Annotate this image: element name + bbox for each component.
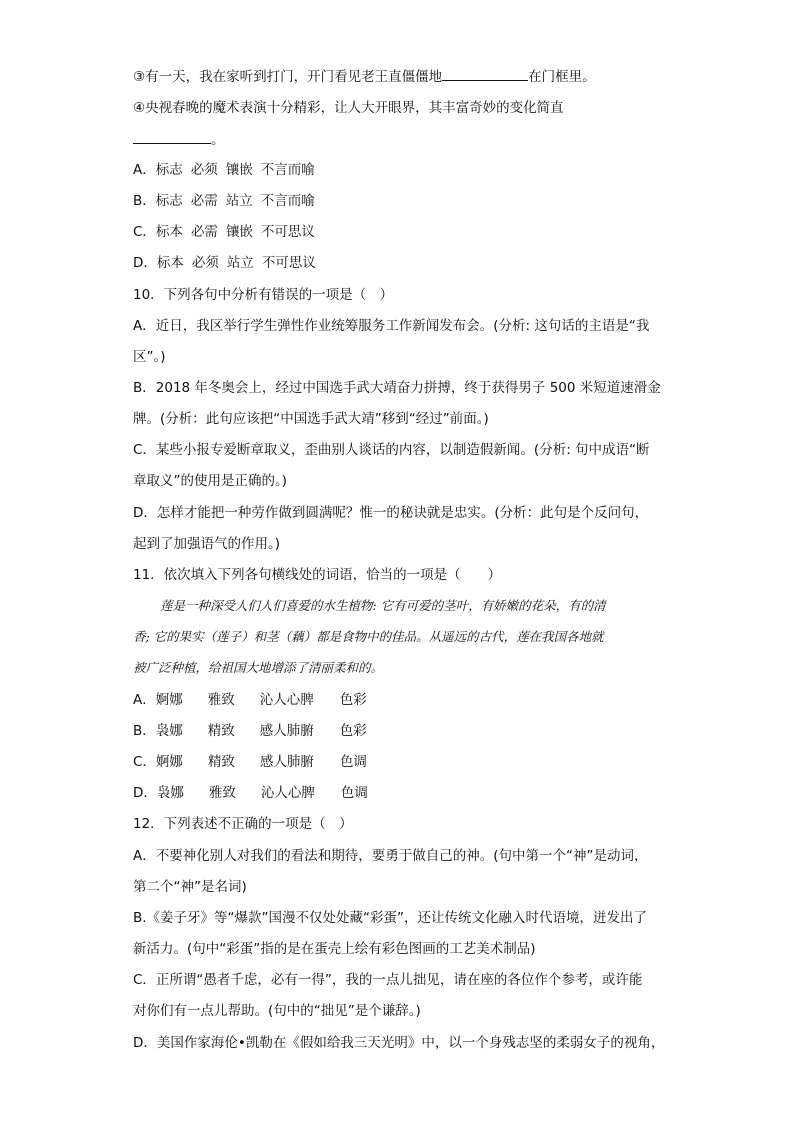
q10-option-b-line2: 牌。(分析：此句应该把“中国选手武大靖”移到“经过”前面。) <box>133 411 489 427</box>
q10-option-c-line1[interactable]: C．某些小报专爱断章取义，歪曲别人谈话的内容，以制造假新闻。(分析: 句中成语“断 <box>133 442 650 458</box>
q9-sentence-3 <box>133 66 673 86</box>
q12-option-c-line1[interactable]: C．正所谓“愚者千虑，必有一得”，我的一点儿拙见，请在座的各位作个参考，或许能 <box>133 972 643 988</box>
option-label: B． <box>133 723 156 739</box>
option-word: 标本 <box>156 255 184 271</box>
option-word: 必须 <box>190 162 218 178</box>
q11-option-d[interactable] <box>133 783 673 803</box>
q12-option-c-line2: 对你们有一点儿帮助。(句中的“拙见”是个谦辞。) <box>133 1003 421 1019</box>
q10-option-d-line1[interactable]: D．怎样才能把一种劳作做到圆满呢？惟一的秘诀就是忠实。(分析：此句是个反问句， <box>133 505 649 521</box>
option-word: 雅致 <box>208 785 236 801</box>
option-word: 标志 <box>155 162 183 178</box>
q12-stem: 12．下列表述不正确的一项是（ ） <box>133 816 353 832</box>
option-label: D． <box>133 255 157 271</box>
option-word: 色调 <box>340 785 368 801</box>
option-word: 不可思议 <box>261 255 316 271</box>
option-word: 镶嵌 <box>225 162 253 178</box>
option-word: 站立 <box>225 193 253 209</box>
option-word: 不言而喻 <box>260 193 315 209</box>
option-word: 沁人心脾 <box>260 785 315 801</box>
option-label: A． <box>133 162 156 178</box>
option-word: 标本 <box>155 224 183 240</box>
q11-option-a[interactable] <box>133 690 673 710</box>
option-label: D． <box>133 785 157 801</box>
option-word: 婀娜 <box>155 754 183 770</box>
option-word: 必需 <box>190 224 218 240</box>
q12-option-a-line2: 第二个“神”是名词) <box>133 879 247 895</box>
q12-option-d-line1[interactable]: D．美国作家海伦•凯勒在《假如给我三天光明》中，以一个身残志坚的柔弱女子的视角， <box>133 1035 665 1051</box>
option-word: 必须 <box>191 255 219 271</box>
option-word: 婀娜 <box>155 692 183 708</box>
q9-s4-text: ④央视春晚的魔术表演十分精彩，让人大开眼界，其丰富奇妙的变化简直 <box>133 100 564 116</box>
option-label: A． <box>133 692 156 708</box>
q10-option-a-line1[interactable]: A．近日，我区举行学生弹性作业统筹服务工作新闻发布会。(分析: 这句话的主语是“我 <box>133 318 650 334</box>
option-word: 袅娜 <box>156 785 184 801</box>
q9-sentence-4 <box>133 98 673 118</box>
option-label: C． <box>133 754 156 770</box>
option-word: 必需 <box>190 193 218 209</box>
q10-option-a-line2: 区”。) <box>133 349 166 365</box>
option-label: C． <box>133 224 156 240</box>
q11-passage-line3: 被广泛种植，给祖国大地增添了清丽柔和的。 <box>133 660 384 675</box>
q9-s4-blank <box>133 129 211 144</box>
option-word: 不可思议 <box>260 224 315 240</box>
q9-s4-end: 。 <box>211 132 225 148</box>
option-word: 感人肺腑 <box>259 723 314 739</box>
option-word: 沁人心脾 <box>259 692 314 708</box>
option-word: 标志 <box>155 193 183 209</box>
option-word: 色彩 <box>339 723 367 739</box>
q12-option-b-line1[interactable]: B.《姜子牙》等“爆款”国漫不仅处处藏“彩蛋”，还让传统文化融入时代语境，迸发出了 <box>133 910 648 926</box>
option-label: B． <box>133 193 156 209</box>
option-word: 站立 <box>226 255 254 271</box>
q10-stem: 10．下列各句中分析有错误的一项是（ ） <box>133 287 394 303</box>
option-word: 精致 <box>207 754 235 770</box>
option-word: 感人肺腑 <box>259 754 314 770</box>
option-word: 雅致 <box>207 692 235 708</box>
option-word: 精致 <box>207 723 235 739</box>
q11-stem: 11．依次填入下列各句横线处的词语，恰当的一项是（ ） <box>133 567 502 583</box>
q9-s3-blank <box>442 66 528 81</box>
q9-option-d[interactable] <box>133 253 673 273</box>
q12-option-b-line2: 新活力。(句中“彩蛋”指的是在蛋壳上绘有彩色图画的工艺美术制品) <box>133 941 536 957</box>
option-word: 袅娜 <box>155 723 183 739</box>
q9-option-a[interactable] <box>133 160 673 180</box>
q9-option-b[interactable] <box>133 191 673 211</box>
q9-option-c[interactable] <box>133 222 673 242</box>
q11-passage-line2: 香; 它的果实（莲子）和茎（藕）都是食物中的佳品。从遥远的古代，莲在我国各地就 <box>133 629 604 644</box>
q10-option-c-line2: 章取义”的使用是正确的。) <box>133 473 288 489</box>
q12-option-a-line1[interactable]: A．不要神化别人对我们的看法和期待，要勇于做自己的神。(句中第一个“神”是动词， <box>133 848 648 864</box>
option-word: 不言而喻 <box>260 162 315 178</box>
q10-option-d-line2: 起到了加强语气的作用。) <box>133 536 281 552</box>
q9-sentence-4-cont <box>133 129 673 149</box>
option-word: 色调 <box>339 754 367 770</box>
q9-s3-before: ③有一天，我在家听到打门，开门看见老王直僵僵地 <box>133 69 443 85</box>
q11-option-b[interactable] <box>133 721 673 741</box>
q10-option-b-line1[interactable]: B．2018 年冬奥会上，经过中国选手武大靖奋力拼搏，终于获得男子 500 米短道速滑金 <box>133 380 661 396</box>
option-word: 色彩 <box>339 692 367 708</box>
q11-passage-line1: 莲是一种深受人们人们喜爱的水生植物: 它有可爱的茎叶，有娇嫩的花朵，有的清 <box>160 598 606 613</box>
q9-s3-after: 在门框里。 <box>528 69 596 85</box>
option-word: 镶嵌 <box>225 224 253 240</box>
q11-option-c[interactable] <box>133 752 673 772</box>
